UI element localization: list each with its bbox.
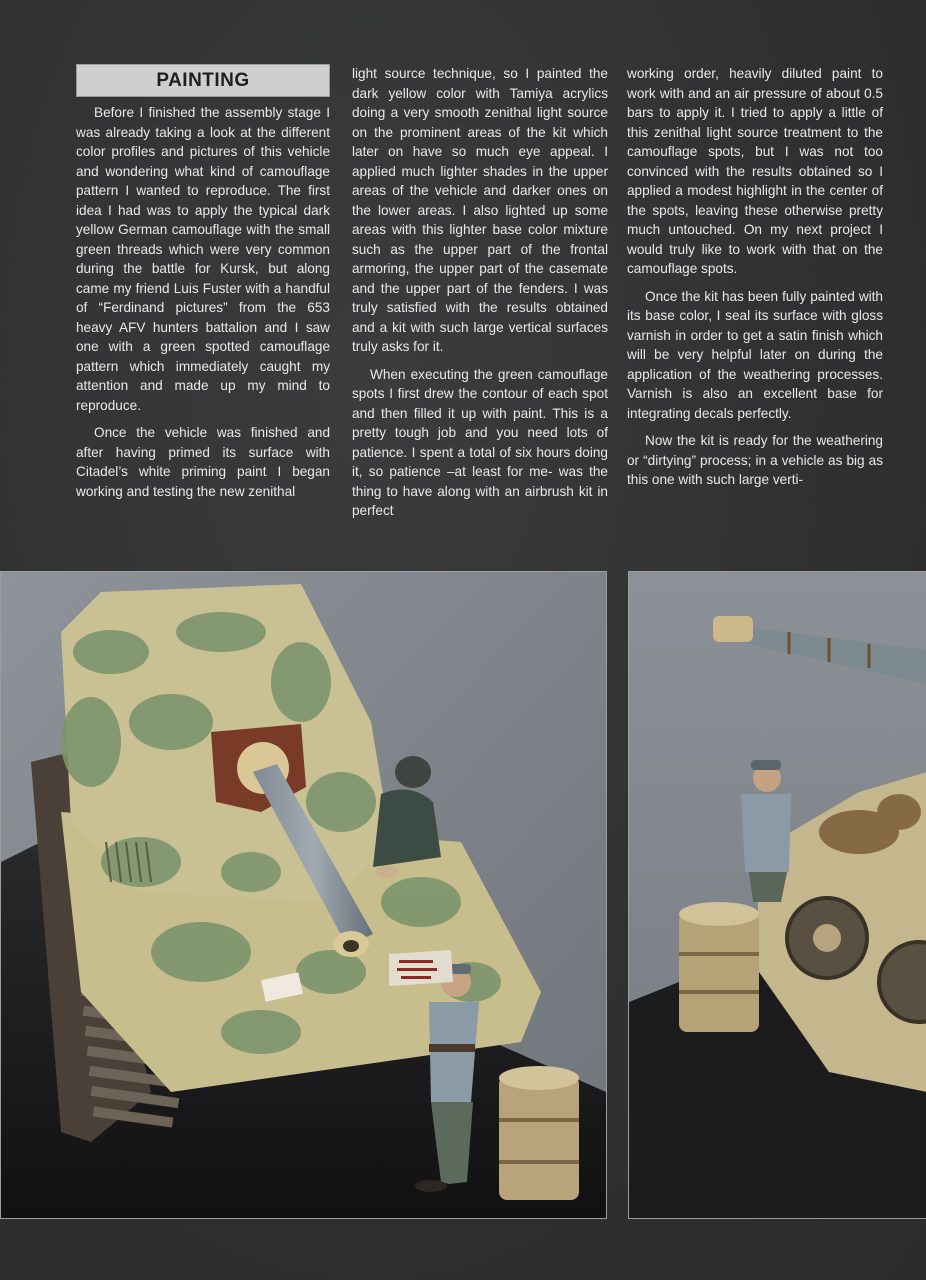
text-column-1 [76, 64, 330, 501]
paragraph: light source technique, so I painted the dark yellow color with Tamiya acrylics doing a very smooth zenithal light source on the prominent areas of the kit which later on have so much eye appeal. I applied much lighter shades in the upper areas of the vehicle and darker ones on the lower areas. I also lighted up some areas with this lighter base color mixture such as the upper part of the frontal armoring, the upper part of the casemate and the upper part of the fenders. I was truly satisfied with the results obtained and a kit with such large vertical surfaces truly asks for it. [352, 66, 608, 354]
side-diorama-photo [628, 571, 926, 1219]
paragraph: working order, heavily diluted paint to work with and an air pressure of about 0.5 bars to apply it. I tried to apply a little of this zenithal light source treatment to the camouflage spots, but I was not too convinced with the results obtained so I applied a modest highlight in the center of the spots, leaving these otherwise pretty much untouched. On my next project I would truly like to work with that on the camouflage spots. [627, 66, 883, 276]
paragraph: Now the kit is ready for the weathering or “dirtying” process; in a vehicle as big as this one with such large verti- [627, 433, 883, 487]
ferdinand-diorama-photo-icon [1, 572, 606, 1218]
paragraph: Before I finished the assembly stage I was already taking a look at the different color profiles and pictures of this vehicle and wondering what kind of camouflage pattern I wanted to reproduce. The first idea I had was to apply the typical dark yellow German camouflage with the small green threads which were very common during the battle for Kursk, but along came my friend Luis Fuster with a handful of “Ferdinand pictures” from the 653 heavy AFV hunters battalion and I saw one with a green spotted camouflage pattern which immediately caught my attention and made up my mind to reproduce. [76, 105, 330, 413]
paragraph: When executing the green camouflage spots I first drew the contour of each spot and then filled it up with paint. This is a pretty tough job and you need lots of patience. I spent a total of six hours doing it, so patience –at least for me- was the thing to have along with an airbrush kit in perfect [352, 366, 608, 518]
text-column-2 [352, 64, 608, 521]
main-diorama-photo [0, 571, 607, 1219]
section-heading: PAINTING [156, 69, 250, 91]
text-column-3 [627, 64, 883, 490]
rear-view-diorama-photo-icon [629, 572, 926, 1218]
section-heading-box [76, 64, 330, 97]
paragraph: Once the kit has been fully painted with its base color, I seal its surface with gloss varnish in order to get a satin finish which will be very helpful later on during the application of the weathering processes. Varnish is also an excellent base for integrating decals perfectly. [627, 288, 883, 421]
paragraph: Once the vehicle was finished and after having primed its surface with Citadel’s white priming paint I began working and testing the new zenithal [76, 425, 330, 499]
